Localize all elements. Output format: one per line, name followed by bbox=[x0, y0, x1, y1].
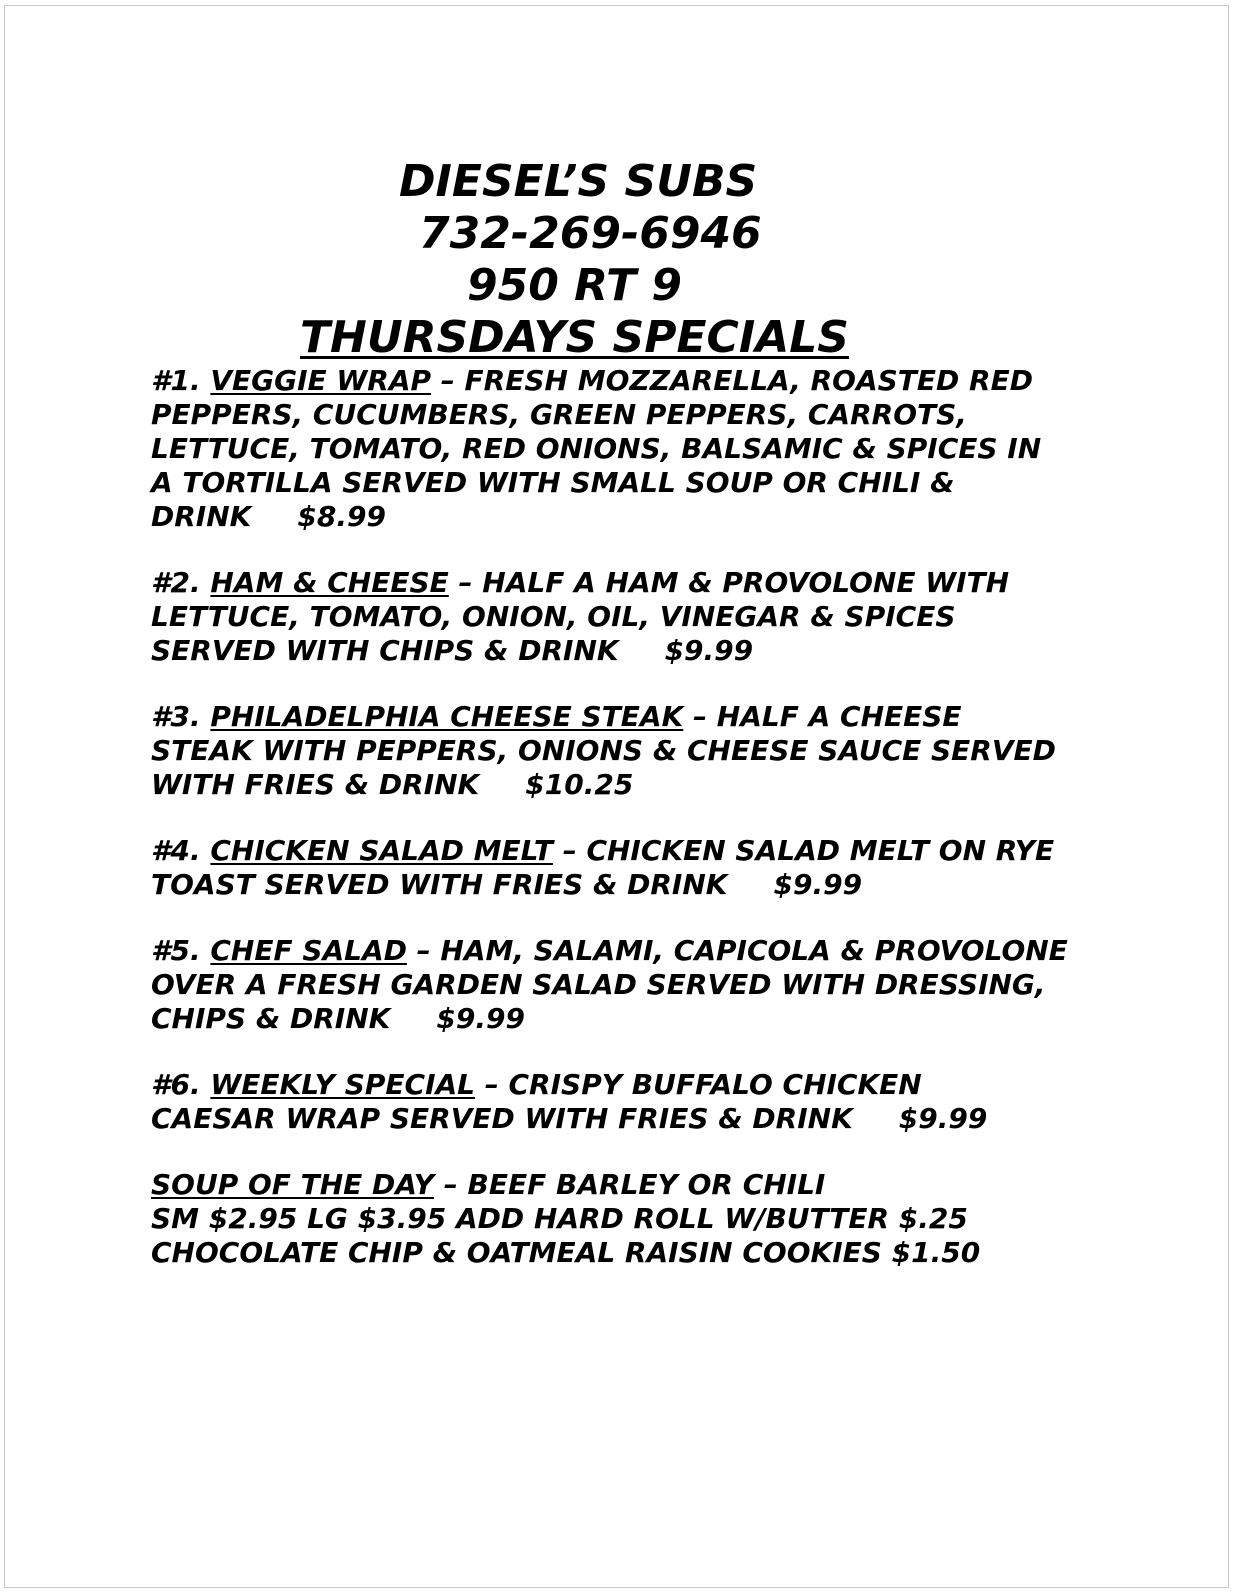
item-description: – HALF A CHEESE bbox=[683, 700, 962, 733]
item-price: $10.25 bbox=[525, 768, 634, 801]
cookies-line: CHOCOLATE CHIP & OATMEAL RAISIN COOKIES $1.50 bbox=[151, 1236, 981, 1269]
item-description: A TORTILLA SERVED WITH SMALL SOUP OR CHILI & bbox=[151, 466, 955, 499]
restaurant-address: 950 RT 9 bbox=[467, 260, 683, 311]
menu-item bbox=[151, 834, 1101, 902]
item-description: STEAK WITH PEPPERS, ONIONS & CHEESE SAUCE SERVED bbox=[151, 734, 1056, 767]
soup-line bbox=[151, 1168, 1101, 1202]
item-number: #5. bbox=[151, 934, 211, 967]
item-line bbox=[151, 700, 1101, 734]
menu-item bbox=[151, 934, 1101, 1036]
restaurant-phone: 732-269-6946 bbox=[419, 208, 762, 259]
item-number: #6. bbox=[151, 1068, 211, 1101]
item-description: WITH FRIES & DRINK bbox=[151, 768, 480, 801]
item-description: TOAST SERVED WITH FRIES & DRINK bbox=[151, 868, 728, 901]
item-line bbox=[151, 934, 1101, 968]
item-line bbox=[151, 834, 1101, 868]
item-description: – CRISPY BUFFALO CHICKEN bbox=[475, 1068, 922, 1101]
soup-label: SOUP OF THE DAY bbox=[151, 1168, 435, 1201]
item-description: LETTUCE, TOMATO, RED ONIONS, BALSAMIC & SPICES IN bbox=[151, 432, 1042, 465]
item-price: $9.99 bbox=[664, 634, 754, 667]
item-number: #4. bbox=[151, 834, 211, 867]
item-description: SERVED WITH CHIPS & DRINK bbox=[151, 634, 619, 667]
item-price: $8.99 bbox=[297, 500, 386, 533]
menu-item bbox=[151, 700, 1101, 802]
item-name: WEEKLY SPECIAL bbox=[210, 1068, 475, 1101]
soup-text: – BEEF BARLEY OR CHILI bbox=[434, 1168, 826, 1201]
item-line bbox=[151, 364, 1101, 398]
item-description: – HALF A HAM & PROVOLONE WITH bbox=[448, 566, 1010, 599]
item-price: $9.99 bbox=[436, 1002, 525, 1035]
item-name: CHICKEN SALAD MELT bbox=[210, 834, 553, 867]
item-line bbox=[151, 634, 1101, 668]
item-description: PEPPERS, CUCUMBERS, GREEN PEPPERS, CARROTS, bbox=[151, 398, 967, 431]
item-price: $9.99 bbox=[773, 868, 863, 901]
item-line bbox=[151, 868, 1101, 902]
menu-item bbox=[151, 566, 1101, 668]
item-line bbox=[151, 1068, 1101, 1102]
item-number: #2. bbox=[151, 566, 211, 599]
item-line bbox=[151, 566, 1101, 600]
soup-prices: SM $2.95 LG $3.95 ADD HARD ROLL W/BUTTER $.25 bbox=[151, 1202, 968, 1235]
extras-section bbox=[151, 1168, 1101, 1270]
specials-list bbox=[151, 364, 1101, 1270]
item-description: DRINK bbox=[151, 500, 252, 533]
specials-title: THURSDAYS SPECIALS bbox=[300, 312, 849, 363]
item-name: PHILADELPHIA CHEESE STEAK bbox=[210, 700, 684, 733]
menu-item bbox=[151, 364, 1101, 534]
menu-item bbox=[151, 1068, 1101, 1136]
item-description: CHIPS & DRINK bbox=[151, 1002, 391, 1035]
item-description: – CHICKEN SALAD MELT ON RYE bbox=[552, 834, 1055, 867]
item-line bbox=[151, 1102, 1101, 1136]
item-description: OVER A FRESH GARDEN SALAD SERVED WITH DRESSING, bbox=[151, 968, 1046, 1001]
item-line bbox=[151, 500, 1101, 534]
item-number: #1. bbox=[151, 364, 211, 397]
item-name: VEGGIE WRAP bbox=[210, 364, 432, 397]
item-number: #3. bbox=[151, 700, 211, 733]
item-line bbox=[151, 768, 1101, 802]
item-description: LETTUCE, TOMATO, ONION, OIL, VINEGAR & SPICES bbox=[151, 600, 956, 633]
menu-page bbox=[4, 5, 1229, 1588]
item-description: – FRESH MOZZARELLA, ROASTED RED bbox=[431, 364, 1033, 397]
item-description: CAESAR WRAP SERVED WITH FRIES & DRINK bbox=[151, 1102, 853, 1135]
item-name: HAM & CHEESE bbox=[210, 566, 449, 599]
item-price: $9.99 bbox=[898, 1102, 988, 1135]
item-name: CHEF SALAD bbox=[210, 934, 407, 967]
item-description: – HAM, SALAMI, CAPICOLA & PROVOLONE bbox=[406, 934, 1068, 967]
restaurant-name: DIESEL’S SUBS bbox=[399, 156, 758, 207]
item-line bbox=[151, 1002, 1101, 1036]
